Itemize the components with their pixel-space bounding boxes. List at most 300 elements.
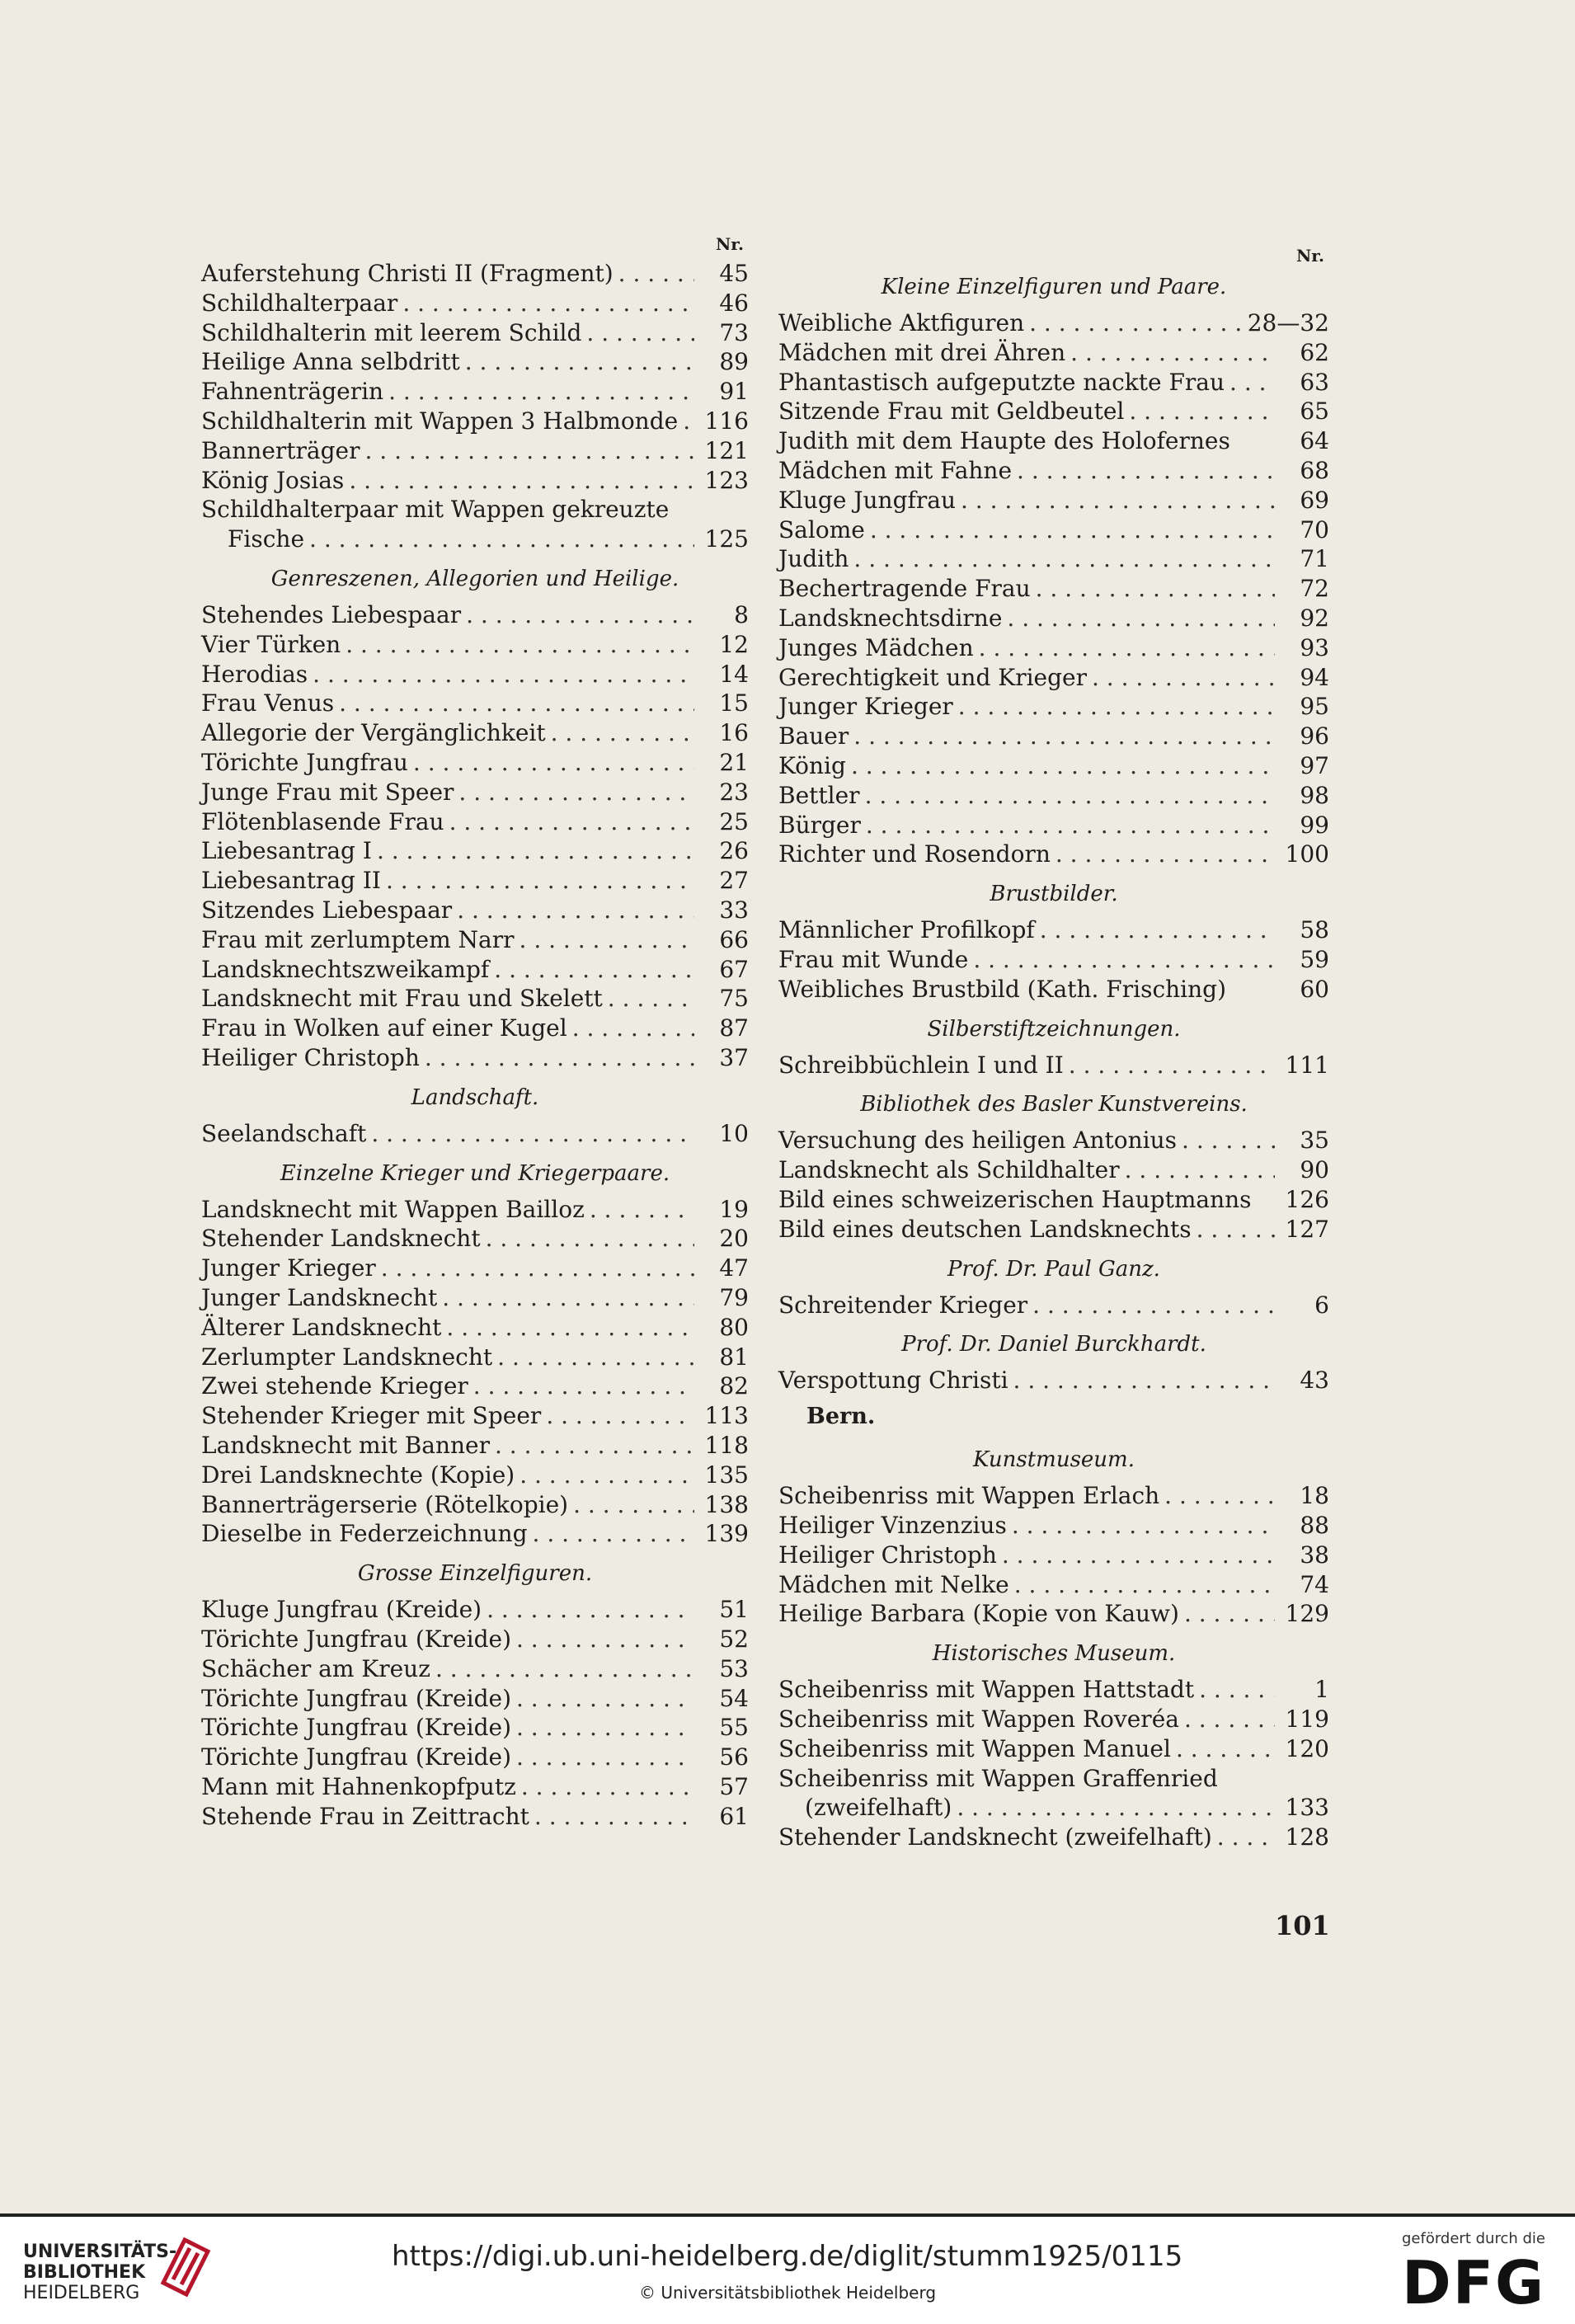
entry-title: Schächer am Kreuz — [201, 1654, 430, 1682]
entry-number: 119 — [1285, 1705, 1329, 1733]
index-entry — [201, 377, 749, 407]
index-entry — [201, 1625, 749, 1654]
nr-header: Nr. — [1296, 246, 1324, 266]
leader-dots — [402, 289, 694, 318]
entry-title: Gerechtigkeit und Krieger — [778, 663, 1087, 691]
entry-title: Frau in Wolken auf einer Kugel — [201, 1014, 567, 1042]
entry-number: 89 — [719, 348, 749, 376]
footer-bar — [0, 2213, 1575, 2324]
leader-dots — [1012, 1511, 1275, 1541]
leader-dots — [851, 751, 1275, 781]
index-entry — [778, 1541, 1329, 1570]
entry-number: 128 — [1285, 1823, 1329, 1851]
index-entry — [201, 718, 749, 748]
entry-number: 51 — [719, 1596, 749, 1624]
leader-dots — [853, 544, 1275, 574]
index-entry — [778, 1734, 1329, 1764]
entry-number: 10 — [719, 1119, 749, 1147]
entry-title: Schreitender Krieger — [778, 1291, 1028, 1319]
entry-number: 127 — [1285, 1215, 1329, 1243]
entry-number: 95 — [1300, 693, 1329, 721]
index-entry — [201, 1401, 749, 1431]
index-entry — [201, 1490, 749, 1520]
leader-dots — [371, 1119, 694, 1149]
entry-number: 1 — [1314, 1676, 1329, 1704]
index-entry — [778, 1126, 1329, 1155]
entry-number: 88 — [1300, 1512, 1329, 1539]
index-entry — [778, 692, 1329, 722]
index-entry — [201, 436, 749, 466]
leader-dots — [309, 525, 694, 554]
entry-number: 61 — [719, 1802, 749, 1830]
index-entry — [778, 368, 1329, 398]
entry-number: 81 — [719, 1343, 749, 1371]
entry-title: Versuchung des heiligen Antonius — [778, 1127, 1178, 1155]
index-entry — [778, 1823, 1329, 1852]
index-entry — [778, 1155, 1329, 1185]
entry-number: 6 — [1314, 1291, 1329, 1319]
entry-number: 25 — [719, 807, 749, 835]
entry-title: Bild eines schweizerischen Hauptmanns — [778, 1186, 1252, 1213]
leader-dots — [377, 836, 694, 866]
index-entry — [778, 1481, 1329, 1511]
section-heading: Bibliothek des Basler Kunstvereins. — [860, 1092, 1248, 1117]
index-entry — [201, 807, 749, 837]
entry-title: Zerlumpter Landsknecht — [201, 1343, 493, 1371]
entry-number: 80 — [719, 1313, 749, 1341]
entry-number: 60 — [1300, 975, 1329, 1003]
entry-number: 53 — [719, 1654, 749, 1682]
index-entry — [201, 259, 749, 289]
index-entry — [201, 1119, 749, 1149]
entry-number: 19 — [719, 1195, 749, 1223]
leader-dots — [473, 1371, 694, 1401]
entry-number: 123 — [704, 466, 749, 494]
index-entry — [201, 1014, 749, 1043]
index-entry — [778, 1051, 1329, 1080]
index-entry — [201, 689, 749, 718]
index-entry — [201, 289, 749, 318]
leader-dots — [546, 1401, 694, 1431]
entry-number: 16 — [719, 719, 749, 747]
leader-dots — [516, 1713, 694, 1743]
entry-number: 20 — [719, 1225, 749, 1253]
index-entry — [201, 347, 749, 377]
leader-dots — [1069, 1051, 1275, 1080]
library-name-line1: UNIVERSITÄTS- — [23, 2242, 177, 2262]
index-entry — [778, 945, 1329, 975]
leader-dots — [1176, 1734, 1275, 1764]
leader-dots — [1014, 1570, 1275, 1600]
index-entry — [201, 1743, 749, 1772]
index-entry — [201, 495, 749, 525]
entry-number: 120 — [1285, 1734, 1329, 1762]
index-entry — [778, 574, 1329, 604]
leader-dots — [683, 407, 694, 436]
entry-number: 87 — [719, 1014, 749, 1042]
entry-title: Herodias — [201, 660, 308, 688]
entry-title: Junge Frau mit Speer — [201, 778, 454, 806]
entry-number: 57 — [719, 1773, 749, 1800]
entry-title: Bauer — [778, 722, 849, 750]
leader-dots — [973, 945, 1275, 975]
entry-title: Landsknechtszweikampf — [201, 955, 490, 983]
entry-number: 69 — [1300, 486, 1329, 514]
section-heading: Kleine Einzelfiguren und Paare. — [881, 275, 1227, 299]
leader-dots — [853, 722, 1275, 751]
section-heading: Landschaft. — [411, 1084, 539, 1110]
entry-number: 64 — [1300, 427, 1329, 455]
index-entry — [201, 1684, 749, 1714]
entry-title: Landsknecht mit Banner — [201, 1432, 490, 1459]
entry-number: 45 — [719, 260, 749, 287]
entry-number: 91 — [719, 378, 749, 406]
entry-number: 52 — [719, 1625, 749, 1653]
index-entry — [778, 308, 1329, 338]
entry-title: Verspottung Christi — [778, 1367, 1008, 1395]
entry-number: 26 — [719, 837, 749, 865]
leader-dots — [1032, 1291, 1275, 1320]
leader-dots — [1007, 604, 1275, 633]
entry-title: Dieselbe in Federzeichnung — [201, 1520, 528, 1548]
entry-number: 74 — [1300, 1570, 1329, 1598]
entry-title: Männlicher Profilkopf — [778, 916, 1035, 944]
entry-title: Junger Krieger — [201, 1254, 376, 1282]
index-entry — [201, 1283, 749, 1313]
leader-dots — [381, 1254, 694, 1283]
permalink-url[interactable]: https://digi.ub.uni-heidelberg.de/diglit/stumm1925/0115 — [392, 2240, 1183, 2273]
entry-number: 14 — [719, 660, 749, 688]
dfg-logo[interactable]: DFG — [1402, 2248, 1546, 2317]
entry-title: Bild eines deutschen Landsknechts — [778, 1215, 1192, 1243]
entry-number: 96 — [1300, 722, 1329, 750]
entry-number: 129 — [1285, 1600, 1329, 1628]
leader-dots — [413, 748, 694, 778]
entry-title: (zweifelhaft) — [805, 1794, 952, 1822]
index-entry — [778, 1793, 1329, 1823]
index-entry — [201, 318, 749, 348]
entry-number: 59 — [1300, 946, 1329, 973]
index-entry — [778, 1705, 1329, 1734]
leader-dots — [865, 781, 1275, 811]
entry-title: Kluge Jungfrau — [778, 486, 956, 514]
index-entry — [201, 1371, 749, 1401]
entry-number: 23 — [719, 778, 749, 806]
entry-number: 63 — [1300, 368, 1329, 396]
index-entry — [778, 426, 1329, 456]
leader-dots — [520, 925, 694, 955]
index-entry — [778, 915, 1329, 945]
entry-title: König Josias — [201, 466, 345, 494]
leader-dots — [590, 1195, 694, 1225]
entry-title: Landsknecht mit Frau und Skelett — [201, 985, 603, 1013]
leader-dots — [1092, 663, 1275, 693]
leader-dots — [494, 955, 694, 985]
index-entry — [778, 1511, 1329, 1541]
leader-dots — [465, 347, 694, 377]
section-heading: Prof. Dr. Paul Ganz. — [947, 1256, 1160, 1282]
leader-dots — [386, 866, 694, 896]
entry-number: 33 — [719, 896, 749, 924]
index-entry — [201, 1713, 749, 1743]
entry-title: Stehendes Liebespaar — [201, 601, 462, 628]
leader-dots — [520, 1461, 694, 1490]
leader-dots — [1229, 368, 1275, 398]
index-entry — [201, 407, 749, 436]
entry-title: Landsknecht mit Wappen Bailloz — [201, 1195, 585, 1223]
entry-number: 113 — [704, 1402, 749, 1430]
index-entry — [201, 925, 749, 955]
entry-title: Allegorie der Vergänglichkeit — [201, 719, 546, 747]
entry-title: Heiliger Christoph — [778, 1541, 997, 1569]
entry-title: Junger Landsknecht — [201, 1284, 438, 1311]
section-heading: Brustbilder. — [990, 882, 1118, 907]
entry-number: 133 — [1285, 1794, 1329, 1822]
entry-title: Liebesantrag II — [201, 867, 381, 895]
index-entry — [201, 630, 749, 660]
entry-number: 72 — [1300, 575, 1329, 603]
leader-dots — [457, 896, 694, 925]
leader-dots — [446, 1313, 694, 1343]
leader-dots — [458, 778, 694, 807]
index-entry — [778, 751, 1329, 781]
entry-title: Scheibenriss mit Wappen Graffenried — [778, 1764, 1218, 1792]
entry-title: König — [778, 752, 846, 779]
leader-dots — [425, 1043, 694, 1073]
entry-title: Stehender Landsknecht (zweifelhaft) — [778, 1823, 1212, 1851]
index-entry — [201, 1431, 749, 1461]
leader-dots — [516, 1625, 694, 1654]
index-entry — [201, 1772, 749, 1802]
copyright-notice: © Universitätsbibliothek Heidelberg — [639, 2283, 937, 2303]
entry-title: Auferstehung Christi II (Fragment) — [201, 260, 614, 287]
entry-number: 75 — [719, 985, 749, 1013]
entry-title: Seelandschaft — [201, 1119, 367, 1147]
entry-number: 97 — [1300, 752, 1329, 779]
entry-title: Frau mit zerlumptem Narr — [201, 925, 515, 953]
index-entry — [201, 660, 749, 689]
leader-dots — [495, 1431, 694, 1461]
leader-dots — [586, 318, 694, 348]
entry-number: 138 — [704, 1490, 749, 1518]
index-entry — [201, 896, 749, 925]
leader-dots — [1029, 308, 1243, 338]
entry-title: Stehender Landsknecht — [201, 1225, 481, 1253]
entry-number: 125 — [704, 525, 749, 553]
leader-dots — [866, 811, 1275, 840]
entry-number: 99 — [1300, 811, 1329, 839]
entry-number: 58 — [1300, 916, 1329, 944]
leader-dots — [958, 692, 1275, 722]
section-heading: Prof. Dr. Daniel Burckhardt. — [901, 1332, 1206, 1357]
entry-title: Bannerträgerserie (Rötelkopie) — [201, 1490, 569, 1518]
entry-title: Phantastisch aufgeputzte nackte Frau — [778, 368, 1225, 396]
entry-number: 68 — [1300, 457, 1329, 484]
entry-number: 38 — [1300, 1541, 1329, 1569]
leader-dots — [533, 1519, 694, 1549]
leader-dots — [349, 466, 694, 496]
entry-number: 21 — [719, 749, 749, 776]
entry-title: Heilige Barbara (Kopie von Kauw) — [778, 1600, 1179, 1628]
entry-number: 27 — [719, 867, 749, 895]
index-entry — [201, 1519, 749, 1549]
entry-title: Mädchen mit drei Ähren — [778, 338, 1066, 366]
leader-dots — [1197, 1215, 1275, 1244]
entry-title: Fische — [228, 525, 305, 553]
leader-dots — [573, 1490, 694, 1520]
leader-dots — [1129, 397, 1275, 426]
index-entry — [201, 984, 749, 1014]
entry-title: Bannerträger — [201, 436, 360, 464]
entry-number: 55 — [719, 1714, 749, 1742]
entry-title: Scheibenriss mit Wappen Roveréa — [778, 1705, 1179, 1733]
index-entry — [778, 397, 1329, 426]
leader-dots — [1070, 338, 1275, 368]
entry-number: 56 — [719, 1743, 749, 1771]
index-entry — [778, 663, 1329, 693]
leader-dots — [1217, 1823, 1275, 1852]
index-entry — [778, 1185, 1329, 1215]
entry-number: 135 — [704, 1461, 749, 1489]
entry-title: Landsknechtsdirne — [778, 605, 1003, 632]
leader-dots — [608, 984, 694, 1014]
leader-dots — [516, 1684, 694, 1714]
leader-dots — [346, 630, 694, 660]
leader-dots — [1164, 1481, 1275, 1511]
index-entry — [778, 338, 1329, 368]
index-entry — [778, 840, 1329, 869]
entry-title: Stehender Krieger mit Speer — [201, 1402, 542, 1430]
entry-title: Fahnenträgerin — [201, 378, 384, 406]
leader-dots — [1036, 574, 1275, 604]
entry-title: Schildhalterpaar mit Wappen gekreuzte — [201, 496, 670, 524]
entry-title: Frau Venus — [201, 689, 335, 717]
entry-title: Salome — [778, 515, 865, 543]
leader-dots — [486, 1224, 694, 1254]
leader-dots — [1125, 1155, 1275, 1185]
leader-dots — [572, 1014, 694, 1043]
entry-title: Schildhalterin mit Wappen 3 Halbmonde — [201, 407, 679, 435]
section-heading: Kunstmuseum. — [973, 1447, 1135, 1473]
entry-title: Törichte Jungfrau (Kreide) — [201, 1743, 511, 1771]
library-logo-text[interactable] — [23, 2242, 176, 2303]
entry-number: 8 — [734, 601, 749, 628]
entry-number: 94 — [1300, 663, 1329, 691]
entry-title: Frau mit Wunde — [778, 946, 969, 973]
index-entry — [201, 525, 749, 554]
library-name-line2: BIBLIOTHEK — [23, 2262, 146, 2283]
index-entry — [201, 1224, 749, 1254]
entry-number: 73 — [719, 318, 749, 346]
index-entry — [778, 975, 1329, 1004]
section-heading: Genreszenen, Allegorien und Heilige. — [270, 567, 679, 591]
entry-number: 37 — [719, 1044, 749, 1071]
entry-title: Liebesantrag I — [201, 837, 372, 865]
leader-dots — [516, 1743, 694, 1772]
entry-title: Sitzende Frau mit Geldbeutel — [778, 398, 1125, 426]
entry-title: Kluge Jungfrau (Kreide) — [201, 1596, 482, 1624]
leader-dots — [313, 660, 694, 689]
entry-number: 12 — [719, 630, 749, 658]
entry-title: Drei Landsknechte (Kopie) — [201, 1461, 515, 1489]
entry-title: Junger Krieger — [778, 693, 953, 721]
index-entry — [201, 1461, 749, 1490]
entry-title: Törichte Jungfrau — [201, 749, 408, 776]
entry-title: Scheibenriss mit Wappen Manuel — [778, 1734, 1171, 1762]
entry-title: Törichte Jungfrau (Kreide) — [201, 1684, 511, 1712]
library-name-line3: HEIDELBERG — [23, 2283, 140, 2303]
entry-title: Flötenblasende Frau — [201, 807, 444, 835]
index-entry — [201, 466, 749, 496]
index-entry — [778, 1366, 1329, 1395]
leader-dots — [870, 515, 1275, 545]
entry-number: 71 — [1300, 545, 1329, 573]
entry-title: Landsknecht als Schildhalter — [778, 1156, 1120, 1184]
index-entry — [201, 1595, 749, 1625]
entry-number: 139 — [704, 1520, 749, 1548]
entry-title: Junges Mädchen — [778, 633, 974, 661]
entry-title: Zwei stehende Krieger — [201, 1372, 468, 1400]
entry-title: Stehende Frau in Zeittracht — [201, 1802, 529, 1830]
index-entry — [201, 1254, 749, 1283]
entry-number: 93 — [1300, 633, 1329, 661]
index-entry — [201, 1313, 749, 1343]
leader-dots — [466, 600, 694, 630]
entry-number: 82 — [719, 1372, 749, 1400]
nr-header: Nr. — [716, 234, 744, 254]
entry-number: 121 — [704, 436, 749, 464]
index-entry — [778, 781, 1329, 811]
entry-number: 18 — [1300, 1482, 1329, 1510]
index-entry — [778, 1291, 1329, 1320]
leader-dots — [1040, 915, 1275, 945]
index-entry — [778, 1570, 1329, 1600]
funding-note: gefördert durch die — [1402, 2230, 1545, 2247]
section-heading: Grosse Einzelfiguren. — [357, 1561, 593, 1587]
leader-dots — [1055, 840, 1275, 869]
index-entry — [778, 456, 1329, 486]
index-entry — [778, 604, 1329, 633]
leader-dots — [1017, 456, 1275, 486]
city-heading: Bern. — [806, 1404, 876, 1430]
index-entry — [201, 1654, 749, 1684]
footer-divider — [0, 2213, 1575, 2217]
entry-title: Richter und Rosendorn — [778, 840, 1051, 868]
entry-title: Heiliger Christoph — [201, 1044, 420, 1071]
entry-title: Heiliger Vinzenzius — [778, 1512, 1007, 1539]
section-heading: Einzelne Krieger und Kriegerpaare. — [280, 1160, 670, 1186]
entry-number: 35 — [1300, 1127, 1329, 1155]
index-entry — [201, 1043, 749, 1073]
index-entry — [778, 1675, 1329, 1705]
index-entry — [201, 1195, 749, 1225]
section-heading: Historisches Museum. — [932, 1641, 1176, 1667]
entry-title: Bürger — [778, 811, 861, 839]
entry-number: 47 — [719, 1254, 749, 1282]
library-logo-icon — [157, 2233, 214, 2299]
entry-title: Bettler — [778, 781, 860, 809]
entry-number: 92 — [1300, 605, 1329, 632]
index-entry — [201, 836, 749, 866]
entry-number: 79 — [719, 1284, 749, 1311]
index-entry — [778, 486, 1329, 515]
index-entry — [778, 1764, 1329, 1794]
index-entry — [778, 722, 1329, 751]
leader-dots — [961, 486, 1275, 515]
entry-number: 90 — [1300, 1156, 1329, 1184]
index-entry — [201, 600, 749, 630]
entry-number: 65 — [1300, 398, 1329, 426]
